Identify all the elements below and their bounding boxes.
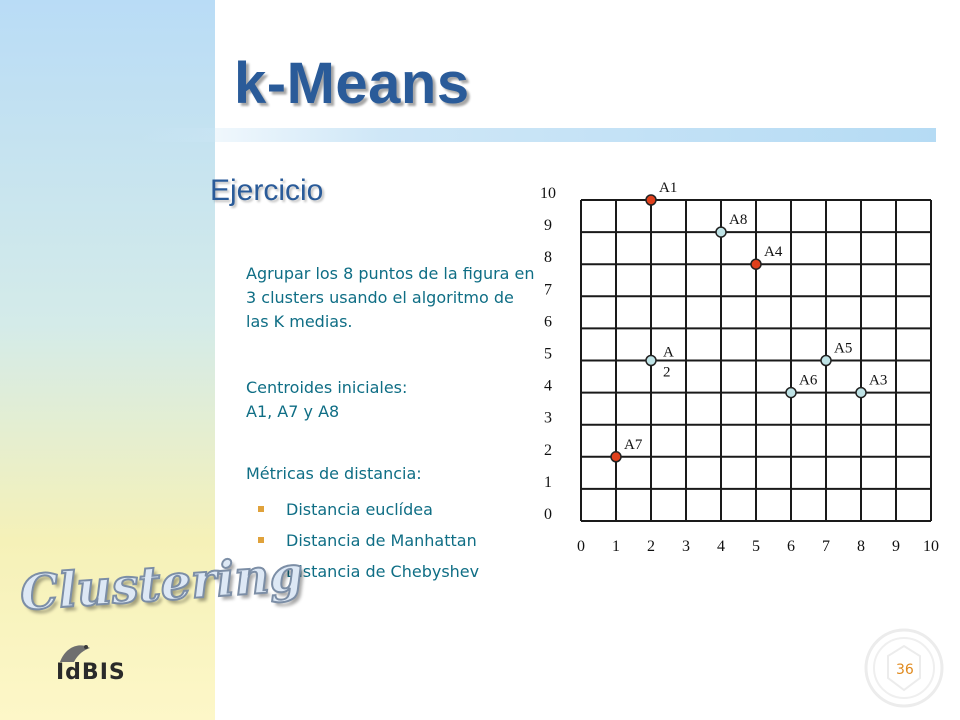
- clustering-logo-text: Clustering: [18, 546, 305, 622]
- data-point-a6: [786, 388, 796, 398]
- data-point-label: A4: [764, 244, 783, 261]
- initial-centroids-values: A1, A7 y A8: [246, 402, 340, 421]
- initial-centroids-text: [246, 376, 536, 424]
- x-tick-label: 9: [892, 538, 900, 555]
- y-tick-label: 0: [544, 506, 552, 523]
- page-number: 36: [896, 662, 914, 678]
- x-tick-label: 10: [923, 538, 939, 555]
- y-tick-label: 5: [544, 345, 552, 363]
- distance-metrics-heading: Métricas de distancia:: [246, 464, 422, 483]
- x-tick-label: 3: [682, 538, 690, 555]
- data-point-label: A8: [729, 212, 748, 229]
- y-tick-label: 3: [544, 409, 552, 427]
- data-point-a7: [611, 452, 621, 462]
- data-point-a5: [821, 356, 831, 366]
- x-tick-label: 4: [717, 538, 725, 555]
- x-tick-label: 7: [822, 538, 830, 555]
- data-point-label: A6: [799, 372, 818, 389]
- data-point-a3: [856, 388, 866, 398]
- bullet-square-icon: [258, 506, 264, 512]
- y-tick-label: 6: [544, 313, 552, 331]
- data-point-a2: [646, 356, 656, 366]
- title-underline: [140, 128, 936, 142]
- list-item-label: Distancia de Manhattan: [286, 531, 477, 550]
- initial-centroids-label: Centroides iniciales:: [246, 378, 408, 397]
- data-point-label: A: [663, 344, 674, 361]
- list-item-label: Distancia de Chebyshev: [286, 562, 480, 581]
- slide-title: k-Means: [234, 51, 470, 116]
- y-tick-label: 1: [544, 473, 552, 491]
- y-tick-label: 10: [540, 185, 556, 202]
- data-point-a1: [646, 195, 656, 205]
- data-point-label: A5: [834, 340, 853, 357]
- data-point-label: A3: [869, 372, 888, 389]
- brand-logo-text: IdBIS: [56, 660, 126, 685]
- x-tick-label: 0: [577, 538, 585, 555]
- slide-subtitle: Ejercicio: [210, 174, 324, 207]
- data-point-a8: [716, 227, 726, 237]
- x-tick-label: 1: [612, 538, 620, 555]
- data-point-label: A7: [624, 436, 643, 453]
- y-tick-label: 9: [544, 217, 552, 235]
- x-tick-label: 8: [857, 538, 865, 555]
- list-item-label: Distancia euclídea: [286, 500, 433, 519]
- x-tick-label: 2: [647, 538, 655, 555]
- data-point-a4: [751, 259, 761, 269]
- x-tick-label: 6: [787, 538, 795, 555]
- list-item: [258, 494, 479, 525]
- y-tick-label: 2: [544, 441, 552, 459]
- x-tick-label: 5: [752, 538, 760, 555]
- instruction-paragraph: Agrupar los 8 puntos de la figura en 3 clusters usando el algoritmo de las K medias.: [246, 264, 535, 331]
- y-tick-label: 4: [544, 377, 552, 395]
- data-point-label: 2: [663, 364, 671, 381]
- data-point-label: A1: [659, 180, 678, 196]
- bullet-square-icon: [258, 537, 264, 543]
- y-tick-label: 8: [544, 249, 552, 267]
- y-tick-label: 7: [544, 281, 552, 299]
- scatter-grid-chart: [520, 165, 940, 565]
